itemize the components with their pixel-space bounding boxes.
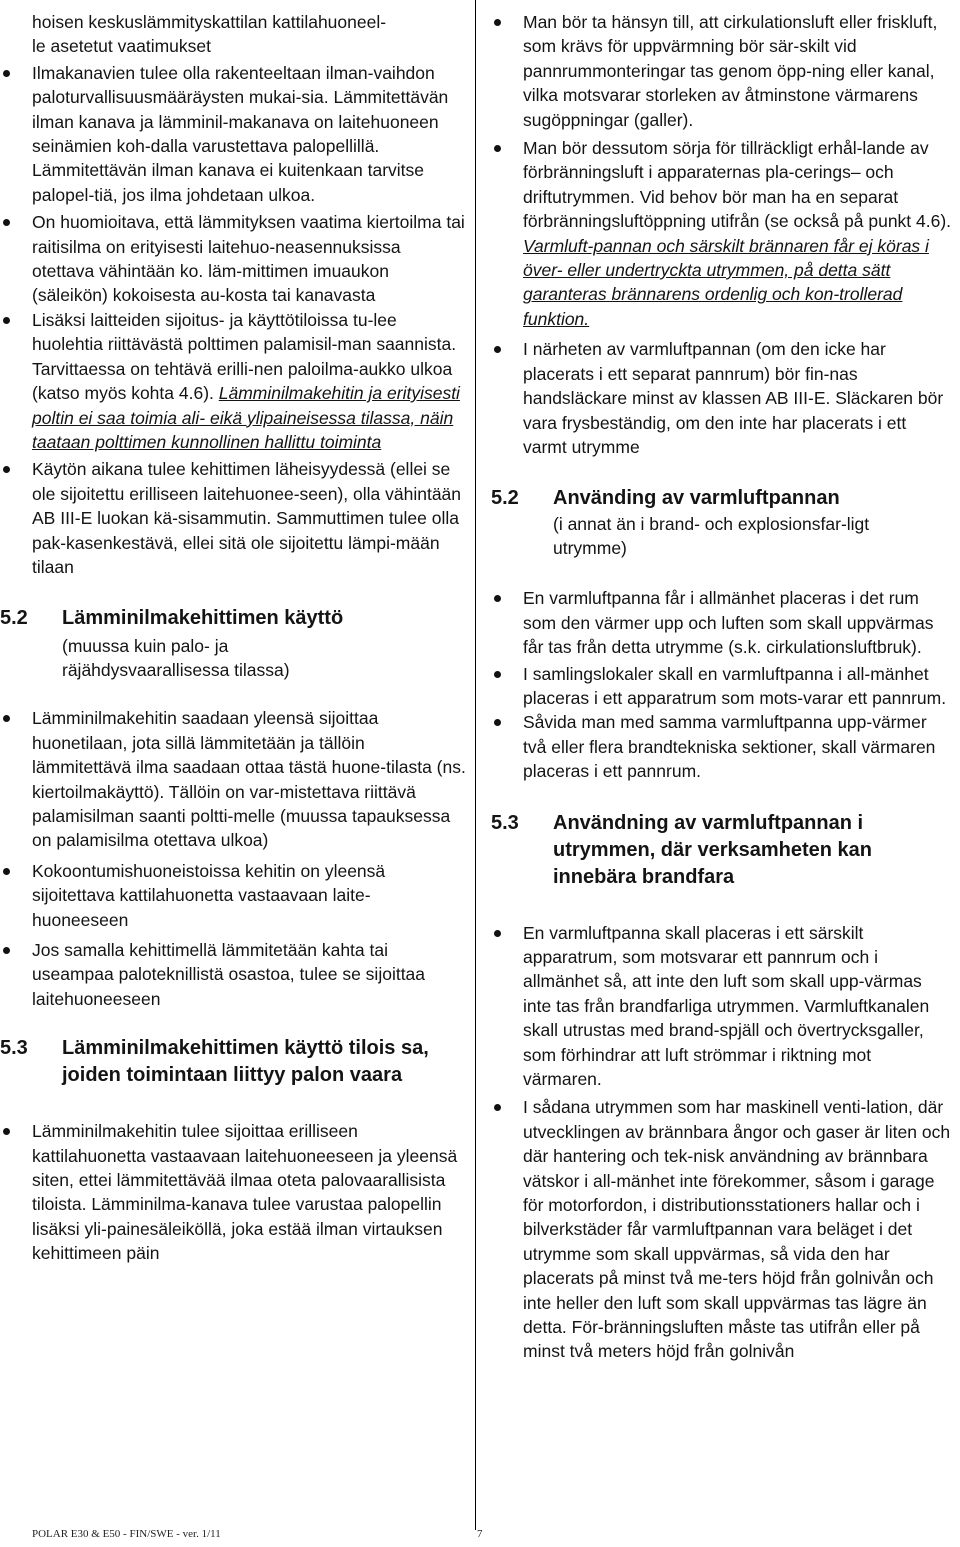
- underlined-note: Lämminilmakehitin ja erityisesti poltin ei saa toimia ali- eikä ylipaineisessa tilassa, näin taataan polttimen kunnollinen hallittu toiminta: [32, 383, 460, 452]
- list-item: Jos samalla kehittimellä lämmitetään kahta tai useampaa paloteknillistä osastoa, tulee se sijoittaa laitehuoneeseen: [32, 938, 466, 1011]
- bullet-icon: [3, 219, 10, 226]
- intro-line: hoisen keskuslämmityskattilan kattilahuoneel-: [32, 12, 387, 32]
- section-heading-5-3: 5.3 Lämminilmakehittimen käyttö tilois sa, joiden toimintaan liittyy palon vaara: [0, 1037, 429, 1087]
- list-item: Såvida man med samma varmluftpanna upp-värmer två eller flera brandtekniska sektioner, skall värmaren placeras i ett pannrum.: [523, 710, 953, 783]
- bullet-list: [523, 586, 953, 783]
- underlined-note: Varmluft-pannan och särskilt brännaren får ej köras i över- eller undertryckta utrymmen, på detta sätt garanteras brännarens ordenlig och kon-trollerad funktion.: [523, 235, 929, 329]
- bullet-icon: [494, 145, 501, 152]
- list-item: En varmluftpanna skall placeras i ett särskilt apparatrum, som motsvarar ett pannrum och i allmänhet så, att inte den luft som skall upp-värmas inte tas från brandfarliga utrymmen. Varmluftkanalen skall utrustas med brand-spjäll och övertrycksgaller, som förhindrar att luft strömmar i riktning mot värmaren.: [523, 921, 953, 1092]
- bullet-icon: [3, 466, 10, 473]
- bullet-list: [32, 1119, 466, 1265]
- bullet-icon: [494, 719, 501, 726]
- section-heading-5-2: 5.2 Lämminilmakehittimen käyttö: [0, 607, 344, 630]
- section-heading-5-2: 5.2 Använding av varmluftpannan: [491, 487, 840, 510]
- list-item: En varmluftpanna får i allmänhet placeras i det rum som den värmer upp och luften som skall uppvärmas får tas från detta utrymme (s.k. cirkulationsluftbruk).: [523, 586, 953, 659]
- bullet-icon: [3, 1128, 10, 1135]
- bullet-icon: [3, 715, 10, 722]
- bullet-list: [523, 10, 953, 459]
- list-item: I samlingslokaler skall en varmluftpanna i all-mänhet placeras i ett apparatrum som mots-varar ett pannrum.: [523, 662, 953, 711]
- list-item: Ilmakanavien tulee olla rakenteeltaan ilman-vaihdon paloturvallisuusmääräysten mukai-sia. Lämmitettävän ilman kanava ja lämminil-makanava on laitehuoneen seinämien koh-dalla varustettava palopellillä. Lämmitettävän ilman kanava ei kuitenkaan tarvitse palopel-tiä, jos ilma johdetaan ulkoa.: [32, 61, 466, 207]
- column-divider: [475, 0, 476, 1530]
- list-item: Kokoontumishuoneistoissa kehitin on yleensä sijoitettava kattilahuonetta vastaavaan laite-huoneeseen: [32, 859, 466, 932]
- bullet-icon: [3, 70, 10, 77]
- bullet-list: [523, 921, 953, 1364]
- page-number: 7: [477, 1528, 483, 1540]
- list-item: I närheten av varmluftpannan (om den icke har placerats i ett separat pannrum) bör fin-nas handsläckare minst av klassen AB III-E. Släckaren bör vara frysbeständig, om den inte har placerats i ett varmt utrymme: [523, 337, 953, 459]
- bullet-icon: [494, 930, 501, 937]
- list-item: Man bör dessutom sörja för tillräckligt erhål-lande av förbränningsluft i apparaternas pla-cerings– och driftutrymmen. Vid behov bör man ha en separat förbränningsluftöppning utifrån (se också på punkt 4.6). Varmluft-pannan och särskilt brännaren får ej köras i över- eller undertryckta utrymmen, på detta sätt garanteras brännarens ordenlig och kon-trollerad funktion.: [523, 136, 953, 331]
- intro-line: le asetetut vaatimukset: [32, 36, 211, 57]
- footer-document-label: POLAR E30 & E50 - FIN/SWE - ver. 1/11: [32, 1528, 221, 1540]
- list-item: I sådana utrymmen som har maskinell venti-lation, där utvecklingen av brännbara ångor och gaser är liten och där hantering och tek-nisk användning av brännbara vätskor i all-mänhet inte förekommer, såsom i garage för motorfordon, i distributionsstationers hallar och i bilverkstäder får varmluftpannan vara beläget i det utrymme som skall uppvärmas, så vida den har placerats på minst två me-ters höjd från golnivån och inte heller den luft som skall uppvärmas tas lägre än detta. För-bränningsluften måste tas utifrån eller på minst två meters höjd från golnivån: [523, 1095, 953, 1363]
- bullet-list: [32, 61, 466, 580]
- list-item: Lisäksi laitteiden sijoitus- ja käyttötiloissa tu-lee huolehtia riittävästä polttimen palamisil-man saannista. Tarvittaessa on tehtävä erilli-nen paloilma-aukko ulkoa (katso myös kohta 4.6). Lämminilmakehitin ja erityisesti poltin ei saa toimia ali- eikä ylipaineisessa tilassa, näin taataan polttimen kunnollinen hallittu toiminta: [32, 308, 466, 454]
- section-subtitle: (muussa kuin palo- ja räjähdysvaarallisessa tilassa): [62, 636, 290, 681]
- finnish-column: [0, 10, 466, 1266]
- bullet-icon: [3, 317, 10, 324]
- bullet-icon: [494, 595, 501, 602]
- bullet-icon: [494, 19, 501, 26]
- bullet-icon: [494, 1104, 501, 1111]
- list-item: Man bör ta hänsyn till, att cirkulationsluft eller friskluft, som krävs för uppvärmning bör sär-skilt vid pannrummonteringar tas genom öpp-ning eller kanal, vilka motsvarar storleken av åtminstone värmarens sugöppningar (galler).: [523, 10, 953, 132]
- section-subtitle: (i annat än i brand- och explosionsfar-ligt utrymme): [553, 514, 870, 559]
- bullet-icon: [3, 947, 10, 954]
- bullet-icon: [3, 868, 10, 875]
- swedish-column: [491, 10, 953, 1364]
- bullet-icon: [494, 346, 501, 353]
- list-item: On huomioitava, että lämmityksen vaatima kiertoilma tai raitisilma on erityisesti laitehuo-neasennuksissa otettava vähintään ko. läm-mittimen imuaukon (säleikön) kokoisesta au-kosta tai kanavasta: [32, 210, 466, 308]
- section-heading-5-3: 5.3 Användning av varmluftpannan i utrymmen, där verksamheten kan innebära brandfara: [491, 811, 873, 888]
- bullet-list: [32, 706, 466, 1011]
- bullet-icon: [494, 671, 501, 678]
- list-item: Käytön aikana tulee kehittimen läheisyydessä (ellei se ole sijoitettu erilliseen laitehuonee-seen), olla vähintään AB III-E luokan kä-sisammutin. Sammuttimen tulee olla pak-kasenkestävä, ellei sitä ole sijoitettu lämpi-mään tilaan: [32, 457, 466, 579]
- list-item: Lämminilmakehitin saadaan yleensä sijoittaa huonetilaan, jota sillä lämmitetään ja tällöin lämmitettävä ilma saadaan ottaa tästä huone-tilasta (ns. kiertoilmakäyttö). Tällöin on var-mistettava riittävä palamisilman saanti poltti-melle (muussa tapauksessa on palamisilma otettava ulkoa): [32, 706, 466, 852]
- list-item: Lämminilmakehitin tulee sijoittaa erilliseen kattilahuonetta vastaavaan laitehuoneeseen ja yleensä siten, ettei lämmitettävää ilmaa oteta palovaarallisista tiloista. Lämminilma-kanava tulee varustaa palopellin lisäksi yli-painesäleiköllä, joka estää ilman virtauksen kehittimeen päin: [32, 1119, 466, 1265]
